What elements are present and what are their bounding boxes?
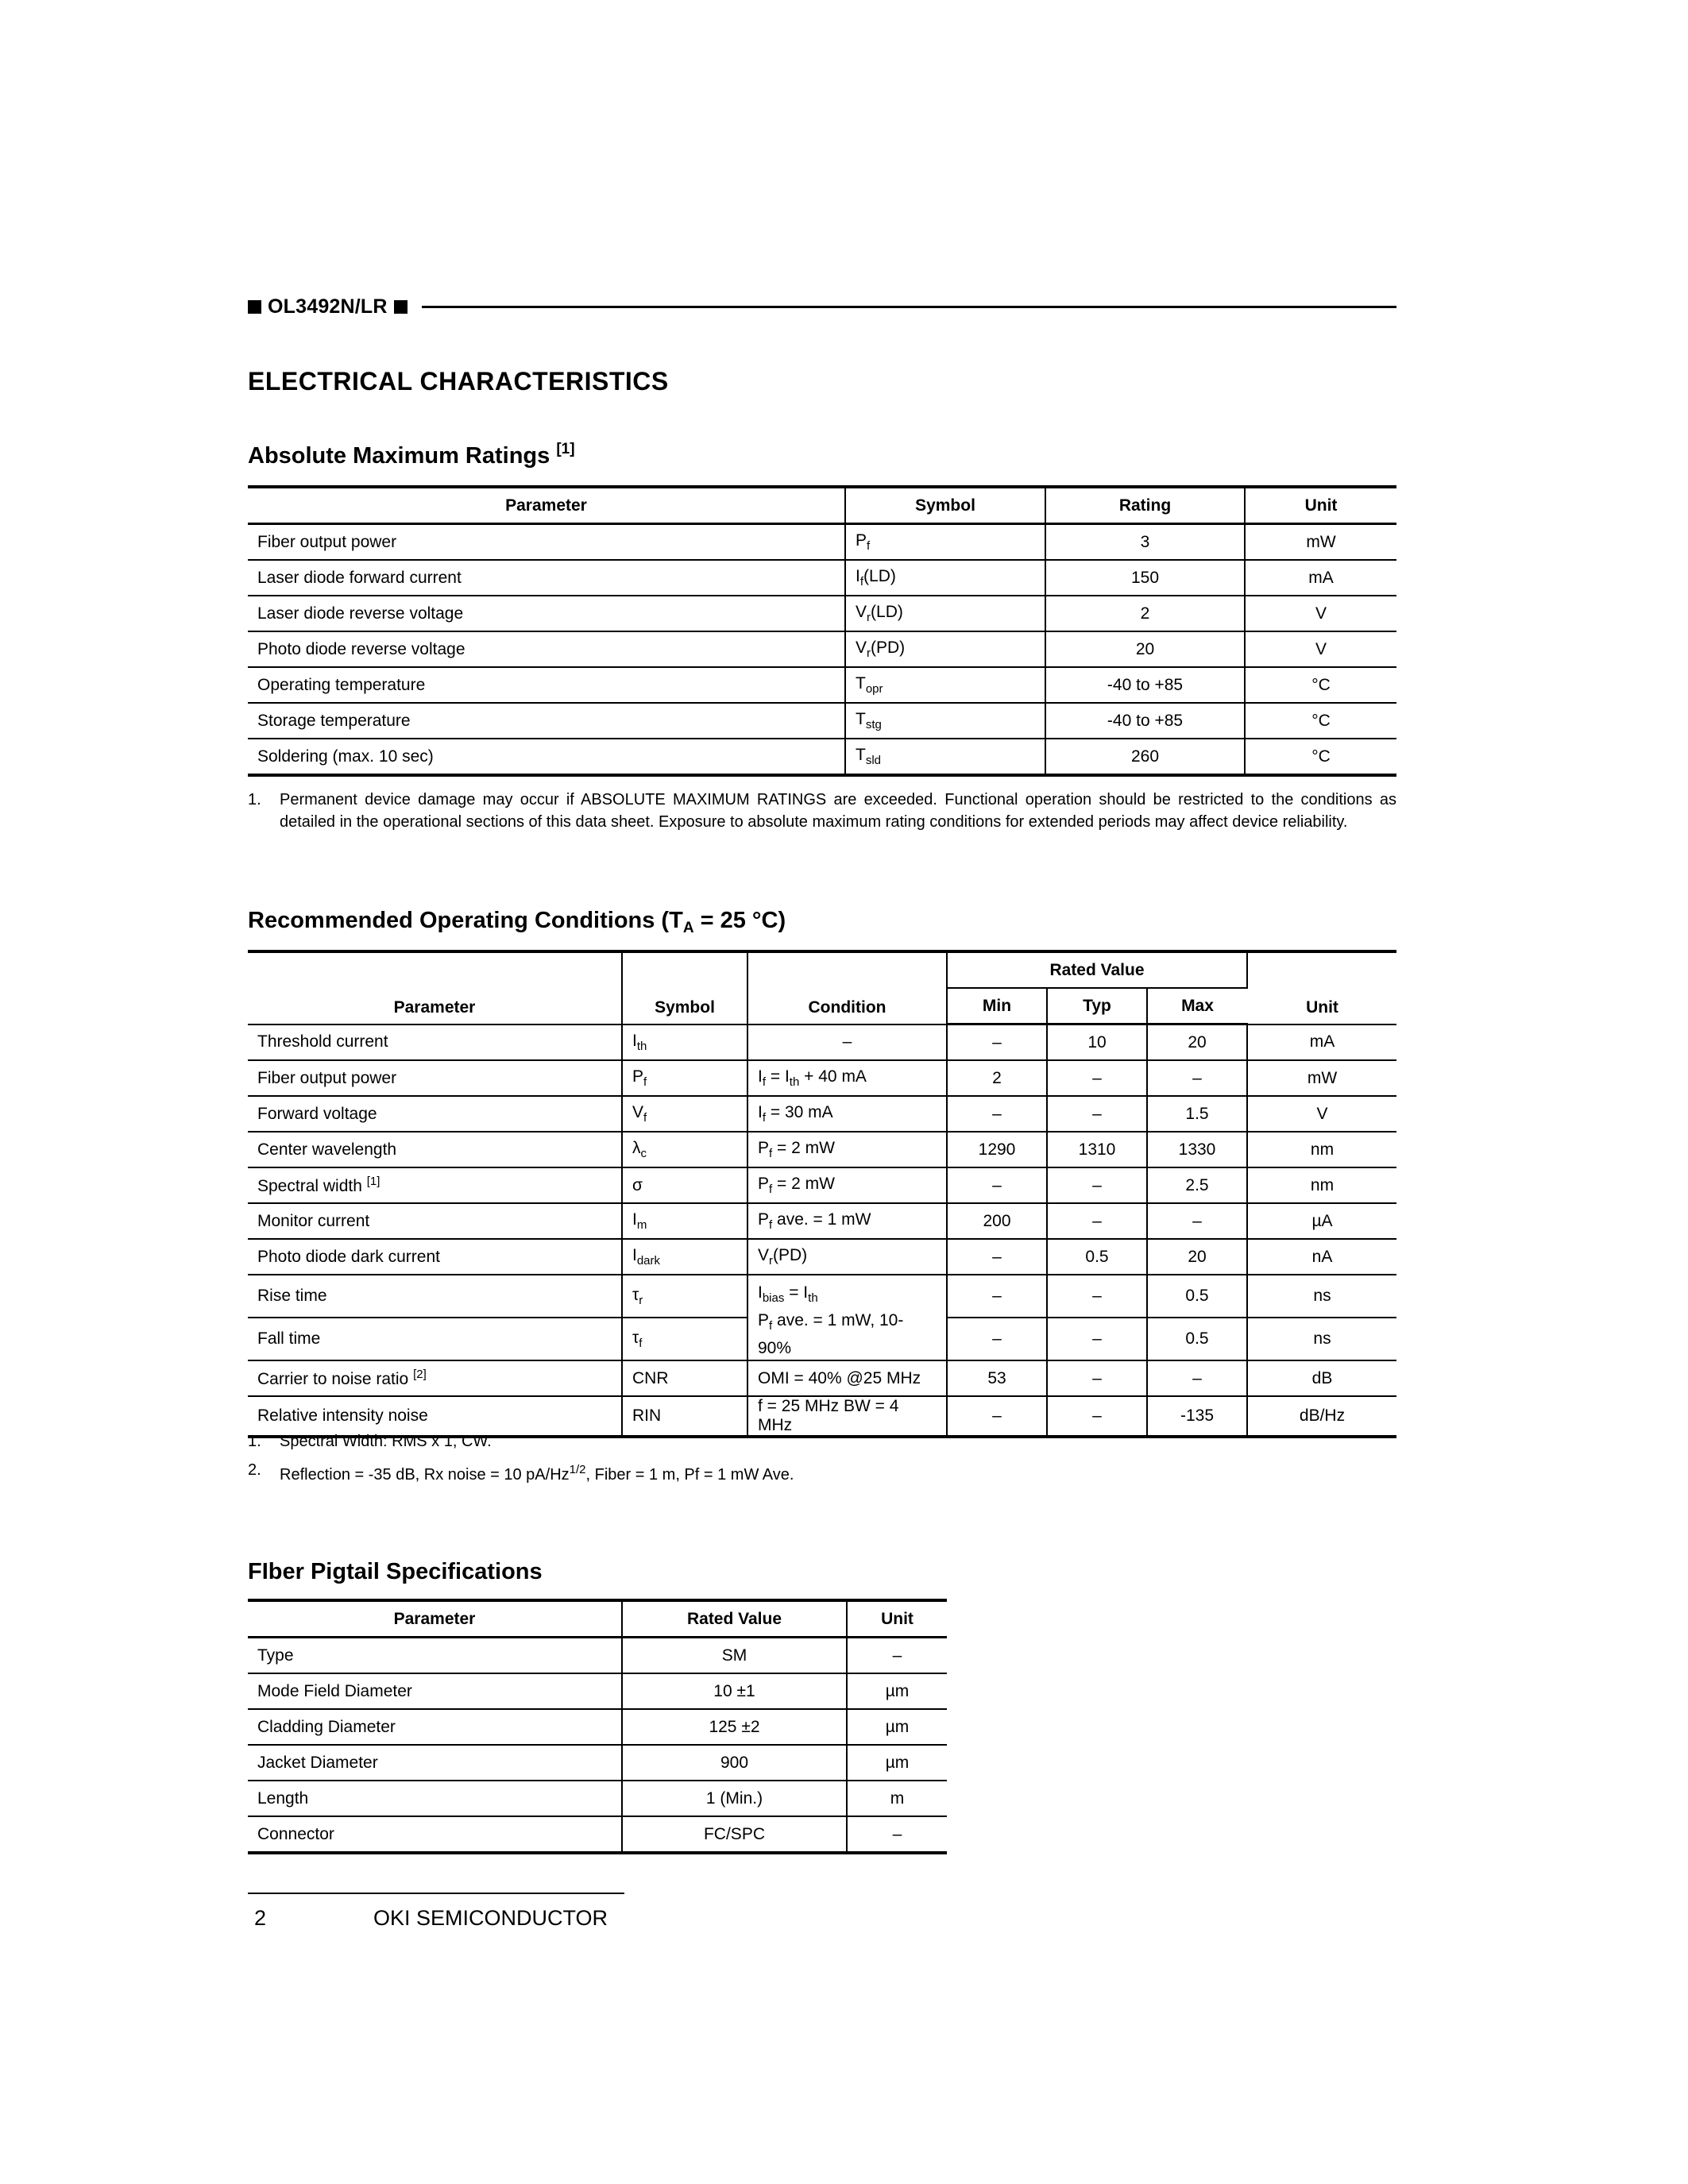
symbol-cell: $\lambda_c$ [622, 1132, 747, 1167]
abs-max-notes [248, 789, 1396, 833]
unit-cell: V [1245, 631, 1396, 667]
typ-cell: – [1047, 1360, 1147, 1396]
condition-cell: $P_f$ ave. = 1 mW [747, 1203, 947, 1239]
param-cell: Monitor current [248, 1203, 622, 1239]
symbol-cell: $I_{dark}$ [622, 1239, 747, 1275]
symbol-cell: CNR [622, 1360, 747, 1396]
rec-op-notes [248, 1430, 1396, 1486]
unit-cell: V [1247, 1096, 1396, 1132]
unit-cell: nm [1247, 1132, 1396, 1167]
symbol-cell: $V_f$ [622, 1096, 747, 1132]
table-row [248, 1167, 1396, 1203]
col-header-rating: Rating [1045, 487, 1245, 524]
col-header-parameter: Parameter [248, 487, 845, 524]
min-cell: – [947, 1396, 1047, 1437]
table-row [248, 1816, 947, 1853]
pigtail-title: FIber Pigtail Specifications [248, 1559, 543, 1584]
value-cell: SM [622, 1638, 847, 1674]
condition-cell: OMI = 40% @25 MHz [747, 1360, 947, 1396]
table-row [248, 1638, 947, 1674]
param-cell: Forward voltage [248, 1096, 622, 1132]
param-cell: Photo diode dark current [248, 1239, 622, 1275]
col-header-symbol: Symbol [622, 951, 747, 1024]
unit-cell: µm [847, 1709, 947, 1745]
typ-cell: – [1047, 1396, 1147, 1437]
footnote: 2. Reflection = -35 dB, Rx noise = 10 $pA/Hz^{1/2}$, Fiber = 1 m, Pf = 1 mW Ave. [248, 1461, 794, 1484]
typ-cell: 10 [1047, 1024, 1147, 1061]
symbol-cell: $T_{sld}$ [845, 739, 1045, 775]
rating-cell: -40 to +85 [1045, 667, 1245, 703]
table-row [248, 1709, 947, 1745]
col-header-parameter: Parameter [248, 951, 622, 1024]
typ-cell: – [1047, 1167, 1147, 1203]
page-number: 2 [254, 1906, 267, 1930]
header-title: OL3492N/LR [268, 295, 388, 318]
param-cell: Fiber output power [248, 524, 845, 561]
condition-cell: – [747, 1024, 947, 1061]
unit-cell: mA [1247, 1024, 1396, 1061]
col-header-typ: Typ [1047, 988, 1147, 1024]
col-header-min: Min [947, 988, 1047, 1024]
typ-cell: – [1047, 1275, 1147, 1318]
rating-cell: 260 [1045, 739, 1245, 775]
max-cell: 0.5 [1147, 1318, 1247, 1360]
section-title: ELECTRICAL CHARACTERISTICS [248, 367, 669, 396]
table-row [248, 1096, 1396, 1132]
symbol-cell: $I_f(LD)$ [845, 560, 1045, 596]
unit-cell: – [847, 1638, 947, 1674]
rating-cell: 20 [1045, 631, 1245, 667]
unit-cell: °C [1245, 703, 1396, 739]
unit-cell: ns [1247, 1275, 1396, 1318]
unit-cell: dB [1247, 1360, 1396, 1396]
param-cell: Fiber output power [248, 1060, 622, 1096]
min-cell: 53 [947, 1360, 1047, 1396]
unit-cell: µA [1247, 1203, 1396, 1239]
unit-cell: µm [847, 1745, 947, 1781]
unit-cell: – [847, 1816, 947, 1853]
unit-cell: dB/Hz [1247, 1396, 1396, 1437]
table-row [248, 1360, 1396, 1396]
typ-cell: – [1047, 1060, 1147, 1096]
param-cell: Type [248, 1638, 622, 1674]
typ-cell: – [1047, 1203, 1147, 1239]
symbol-cell: σ [622, 1167, 747, 1203]
table-row [248, 524, 1396, 561]
symbol-cell: RIN [622, 1396, 747, 1437]
rating-cell: -40 to +85 [1045, 703, 1245, 739]
page-header [248, 294, 1396, 319]
min-cell: – [947, 1096, 1047, 1132]
symbol-cell: $V_r(PD)$ [845, 631, 1045, 667]
condition-cell: $I_f = I_{th} + 40$ mA [747, 1060, 947, 1096]
abs-max-title [248, 441, 575, 469]
abs-max-title-text: Absolute Maximum Ratings [248, 443, 550, 469]
table-row [248, 1781, 947, 1816]
symbol-cell: $\tau_r$ [622, 1275, 747, 1318]
table-header-row [248, 951, 1396, 988]
param-cell: Jacket Diameter [248, 1745, 622, 1781]
footer-company: OKI SEMICONDUCTOR [373, 1906, 608, 1930]
typ-cell: 0.5 [1047, 1239, 1147, 1275]
rec-op-table [248, 950, 1396, 1438]
col-header-condition: Condition [747, 951, 947, 1024]
unit-cell: mW [1247, 1060, 1396, 1096]
symbol-cell: $\tau_f$ [622, 1318, 747, 1360]
param-cell: Length [248, 1781, 622, 1816]
table-row [248, 1745, 947, 1781]
max-cell: – [1147, 1060, 1247, 1096]
table-row [248, 1203, 1396, 1239]
table-row [248, 631, 1396, 667]
symbol-cell: $P_f$ [845, 524, 1045, 561]
unit-cell: mA [1245, 560, 1396, 596]
param-cell: Carrier to noise ratio [2] [248, 1360, 622, 1396]
table-row [248, 1132, 1396, 1167]
param-cell: Relative intensity noise [248, 1396, 622, 1437]
unit-cell: °C [1245, 739, 1396, 775]
condition-cell: $I_{bias} = I_{th}$ $P_f$ ave. = 1 mW, 10-90% [747, 1275, 947, 1360]
col-header-unit: Unit [1245, 487, 1396, 524]
header-rule [422, 306, 1396, 308]
param-cell: Operating temperature [248, 667, 845, 703]
min-cell: 1290 [947, 1132, 1047, 1167]
table-row [248, 1060, 1396, 1096]
min-cell: – [947, 1275, 1047, 1318]
unit-cell: µm [847, 1673, 947, 1709]
min-cell: – [947, 1167, 1047, 1203]
max-cell: 0.5 [1147, 1275, 1247, 1318]
rec-op-title: Recommended Operating Conditions ($T_A = 25$ °C) [248, 908, 786, 936]
min-cell: – [947, 1318, 1047, 1360]
unit-cell: nA [1247, 1239, 1396, 1275]
col-header-rated-value: Rated Value [622, 1600, 847, 1638]
col-header-unit: Unit [847, 1600, 947, 1638]
unit-cell: °C [1245, 667, 1396, 703]
table-row [248, 1239, 1396, 1275]
typ-cell: – [1047, 1318, 1147, 1360]
unit-cell: m [847, 1781, 947, 1816]
abs-max-title-ref: [1] [556, 441, 575, 457]
rating-cell: 3 [1045, 524, 1245, 561]
symbol-cell: $I_{th}$ [622, 1024, 747, 1061]
typ-cell: 1310 [1047, 1132, 1147, 1167]
col-header-parameter: Parameter [248, 1600, 622, 1638]
footnote: 1. Permanent device damage may occur if ABSOLUTE MAXIMUM RATINGS are exceeded. Functional operation should be restricted to the conditions as detailed in the operational sections of this data sheet. Exposure to absolute maximum rating conditions for extended periods may affect device reliability. [248, 791, 1396, 831]
param-cell: Threshold current [248, 1024, 622, 1061]
unit-cell: nm [1247, 1167, 1396, 1203]
condition-cell: $P_f = 2$ mW [747, 1132, 947, 1167]
max-cell: – [1147, 1203, 1247, 1239]
param-cell: Fall time [248, 1318, 622, 1360]
unit-cell: mW [1245, 524, 1396, 561]
max-cell: 1330 [1147, 1132, 1247, 1167]
value-cell: 10 ±1 [622, 1673, 847, 1709]
min-cell: 2 [947, 1060, 1047, 1096]
min-cell: – [947, 1239, 1047, 1275]
value-cell: 125 ±2 [622, 1709, 847, 1745]
unit-cell: ns [1247, 1318, 1396, 1360]
footnote: 1. Spectral Width: RMS x 1, CW. [248, 1433, 492, 1450]
symbol-cell: $I_m$ [622, 1203, 747, 1239]
table-header-row [248, 1600, 947, 1638]
param-cell: Storage temperature [248, 703, 845, 739]
value-cell: FC/SPC [622, 1816, 847, 1853]
square-bullet-icon [248, 300, 261, 314]
square-bullet-icon [394, 300, 408, 314]
table-row [248, 667, 1396, 703]
max-cell: 20 [1147, 1024, 1247, 1061]
table-row [248, 596, 1396, 631]
condition-cell: $I_f = 30$ mA [747, 1096, 947, 1132]
param-cell: Connector [248, 1816, 622, 1853]
footer-rule [248, 1893, 624, 1894]
min-cell: – [947, 1024, 1047, 1061]
table-row [248, 703, 1396, 739]
rating-cell: 2 [1045, 596, 1245, 631]
param-cell: Soldering (max. 10 sec) [248, 739, 845, 775]
condition-cell: $V_r(PD)$ [747, 1239, 947, 1275]
min-cell: 200 [947, 1203, 1047, 1239]
param-cell: Rise time [248, 1275, 622, 1318]
pigtail-table [248, 1599, 947, 1854]
param-cell: Spectral width [1] [248, 1167, 622, 1203]
col-header-symbol: Symbol [845, 487, 1045, 524]
rating-cell: 150 [1045, 560, 1245, 596]
typ-cell: – [1047, 1096, 1147, 1132]
symbol-cell: $V_r(LD)$ [845, 596, 1045, 631]
condition-cell: $P_f = 2$ mW [747, 1167, 947, 1203]
max-cell: 1.5 [1147, 1096, 1247, 1132]
col-header-unit: Unit [1247, 951, 1396, 1024]
table-row [248, 1024, 1396, 1061]
table-header-row [248, 487, 1396, 524]
table-row [248, 1275, 1396, 1318]
max-cell: 2.5 [1147, 1167, 1247, 1203]
table-row [248, 739, 1396, 775]
abs-max-table [248, 485, 1396, 777]
condition-cell: f = 25 MHz BW = 4 MHz [747, 1396, 947, 1437]
table-row [248, 560, 1396, 596]
symbol-cell: $T_{stg}$ [845, 703, 1045, 739]
param-cell: Cladding Diameter [248, 1709, 622, 1745]
param-cell: Center wavelength [248, 1132, 622, 1167]
symbol-cell: $P_f$ [622, 1060, 747, 1096]
max-cell: – [1147, 1360, 1247, 1396]
param-cell: Laser diode reverse voltage [248, 596, 845, 631]
symbol-cell: $T_{opr}$ [845, 667, 1045, 703]
value-cell: 1 (Min.) [622, 1781, 847, 1816]
col-header-rated-value: Rated Value [947, 951, 1247, 988]
table-row [248, 1673, 947, 1709]
param-cell: Mode Field Diameter [248, 1673, 622, 1709]
param-cell: Photo diode reverse voltage [248, 631, 845, 667]
param-cell: Laser diode forward current [248, 560, 845, 596]
max-cell: 20 [1147, 1239, 1247, 1275]
value-cell: 900 [622, 1745, 847, 1781]
page-footer [254, 1906, 608, 1931]
col-header-max: Max [1147, 988, 1247, 1024]
max-cell: -135 [1147, 1396, 1247, 1437]
unit-cell: V [1245, 596, 1396, 631]
